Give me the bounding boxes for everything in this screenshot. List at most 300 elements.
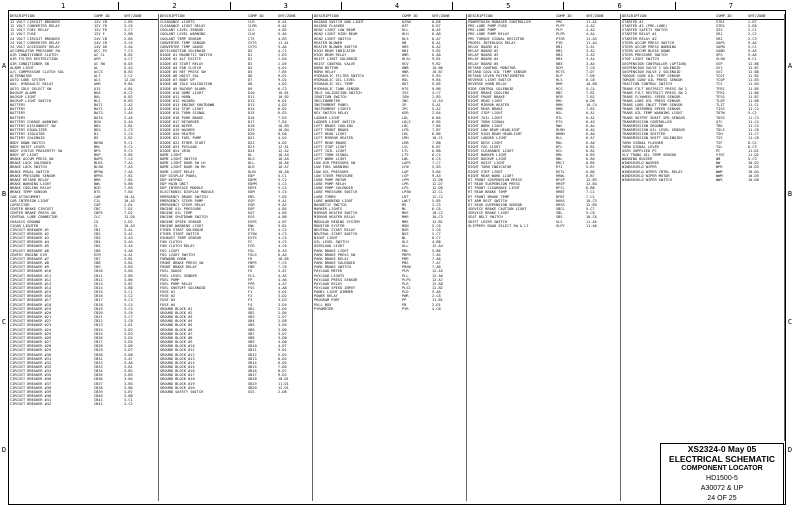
component-description: BACKUP LIGHT xyxy=(10,94,36,99)
component-sheet-zone: 3-B8 xyxy=(124,286,133,290)
component-id: D15 xyxy=(248,111,255,116)
component-description: WINDSHIELD WIPER MOTOR xyxy=(622,173,670,178)
component-sheet-zone: 2-D5 xyxy=(278,61,287,66)
component-sheet-zone: 3-D3 xyxy=(278,298,287,303)
component-description: LOW FUEL WARNING xyxy=(314,165,349,170)
component-id: TMG xyxy=(716,123,723,128)
component-sheet-zone: 12-B8 xyxy=(748,69,759,74)
component-description: VLV TRANS OIL TEMP SENSOR xyxy=(622,153,677,157)
component-description: COOLANT TEMP SENSOR xyxy=(160,36,202,41)
component-description: DIODE #21 FUEL PUMP xyxy=(160,136,202,141)
component-id: FBR xyxy=(248,265,255,270)
component-sheet-zone: 3-C1 xyxy=(124,398,133,403)
zone-5: 5 xyxy=(453,2,564,11)
component-description: REVERSE LIGHT SWITCH xyxy=(468,78,512,83)
component-sheet-zone: 9-D3 xyxy=(278,373,287,378)
component-description: AUX. HYDRAULIC RELAY xyxy=(10,82,54,87)
component-id: D4 xyxy=(248,65,253,70)
component-sheet-zone: 11-B4 xyxy=(748,82,759,87)
component-description: LUBE PUMP MOTOR xyxy=(314,177,347,182)
component-sheet-zone: 4-A3 xyxy=(586,28,595,33)
component-description: A/C COMPRESSOR CLUTCH SOL xyxy=(10,69,65,74)
component-description: DIODE #2 ALT EXCITE xyxy=(160,57,202,62)
component-description: BRAKE WARNING LIGHT xyxy=(10,182,52,187)
component-description: POWER RELAY xyxy=(314,294,338,299)
component-sheet-zone: 3-B4 xyxy=(124,377,133,382)
component-id: 12V CB xyxy=(94,20,107,24)
component-id: BS xyxy=(94,136,99,141)
component-column-2 xyxy=(160,14,313,501)
component-id: D22 xyxy=(248,140,255,145)
component-sheet-zone: 6-D7 xyxy=(432,24,441,29)
component-sheet-zone: 6-D8 xyxy=(586,98,595,103)
component-sheet-zone: 3-D4 xyxy=(278,302,287,307)
component-sheet-zone: 2-B4 xyxy=(432,111,441,116)
component-sheet-zone: 9-B5 xyxy=(432,82,441,87)
component-sheet-zone: 12-A8 xyxy=(432,281,443,286)
component-id: CB24 xyxy=(94,327,103,332)
component-description: HYDRAULIC OIL TEMP xyxy=(314,82,353,87)
component-id: GB13 xyxy=(248,356,257,361)
component-id: FP xyxy=(248,277,253,282)
component-sheet-zone: 3-B6 xyxy=(124,385,133,390)
component-id: EOT xyxy=(248,211,255,216)
component-description: RIGHT STOP LIGHT xyxy=(468,111,503,116)
component-sheet-zone: 7-B1 xyxy=(124,173,133,178)
component-sheet-zone: 9-C3 xyxy=(124,148,133,153)
component-description: CIRCUIT BREAKER #12 xyxy=(10,277,52,282)
component-description: FUEL PUMP xyxy=(160,277,180,282)
component-description: BATTERY DISCONNECT SW xyxy=(10,123,56,128)
component-sheet-zone: 5-A7 xyxy=(278,269,287,274)
component-sheet-zone: 10-D5 xyxy=(748,173,759,178)
component-sheet-zone: 2-C3 xyxy=(124,128,133,133)
component-description: CIRCUIT BREAKER #13 xyxy=(10,281,52,286)
component-id: 24V CB xyxy=(94,36,107,41)
component-sheet-zone: 3-D5 xyxy=(278,323,287,328)
component-sheet-zone: 4-D5 xyxy=(278,140,287,145)
component-id: F2 xyxy=(248,294,253,299)
component-id: CB18 xyxy=(94,302,103,307)
component-description: DOME LIGHT SWITCH xyxy=(160,157,197,162)
component-id: CB19 xyxy=(94,306,103,311)
component-id: D16 xyxy=(248,115,255,120)
component-description: STARTER RELAY #2 xyxy=(622,36,657,41)
component-description: RIGHT MIRROR HEATER xyxy=(468,103,510,108)
component-sheet-zone: 3-C3 xyxy=(124,298,133,303)
component-description: PYROMETER xyxy=(314,306,334,311)
component-sheet-zone: 6-A5 xyxy=(586,128,595,133)
header-description: DESCRIPTION xyxy=(10,14,35,18)
component-sheet-zone: 7-D8 xyxy=(586,74,595,79)
header-sheet-zone: SHT/ZONE xyxy=(124,14,142,18)
component-id: PLPS xyxy=(402,277,411,282)
component-description: TORQUE CONV OIL PRESS SENSOR xyxy=(622,78,683,83)
component-description: RT REAR SUSPENSION PRESS xyxy=(468,182,520,187)
component-id: SV1 xyxy=(716,65,723,70)
component-description: TRANS FILT RESTRICT PRESS SW 1 xyxy=(622,86,687,91)
serial-range: A30072 & UP xyxy=(700,485,744,492)
component-description: LEFT TAIL LIGHT xyxy=(314,148,347,153)
component-description: PAYLOAD PRESS SENSOR xyxy=(314,277,358,282)
component-sheet-zone: 6-C3 xyxy=(748,144,757,149)
component-sheet-zone: 6-B6 xyxy=(432,132,441,137)
component-sheet-zone: 11-C3 xyxy=(748,115,759,120)
component-id: GB3 xyxy=(248,315,255,320)
component-id: CIL xyxy=(94,198,101,203)
component-description: NIGHT LIGHT xyxy=(314,236,338,241)
component-id: HOL xyxy=(402,78,409,83)
component-description: GROUND BLOCK #16 xyxy=(160,369,195,374)
component-description: LUBE PUMP RELAY xyxy=(314,182,347,187)
component-id: F3 xyxy=(248,298,253,303)
component-id: SLPY xyxy=(556,223,565,228)
component-sheet-zone: 3-B5 xyxy=(124,381,133,386)
component-sheet-zone: 11-D1 xyxy=(748,148,759,153)
component-description: CONVERTER TEMP SENSOR xyxy=(160,40,206,45)
component-id: TSF xyxy=(716,140,723,145)
component-sheet-zone: 8-D6 xyxy=(278,132,287,137)
component-description: ENGINE OIL TEMP xyxy=(160,211,193,216)
component-id: HOT xyxy=(402,82,409,87)
component-id: CB11 xyxy=(94,273,103,278)
component-description: DOME LIGHT xyxy=(160,153,182,157)
component-sheet-zone: 12-A5 xyxy=(432,269,443,274)
component-sheet-zone: 3-A6 xyxy=(124,248,133,253)
component-sheet-zone: 4-C4 xyxy=(278,236,287,241)
component-id: RTI xyxy=(556,165,563,170)
component-description: CAB INTERIOR LIGHT xyxy=(10,198,49,203)
component-description: CIRCUIT BREAKER #39 xyxy=(10,389,52,394)
component-id: PBS xyxy=(402,261,409,266)
component-id: STR1 xyxy=(716,20,725,24)
component-description: LOW OIL PRESSURE xyxy=(314,169,349,174)
component-description: MARKER LIGHTS xyxy=(314,207,343,212)
component-id: 24V CR xyxy=(94,40,107,45)
component-description: HEATER BLOWER SWITCH xyxy=(314,44,358,49)
component-sheet-zone: 7-C6 xyxy=(278,265,287,270)
component-sheet-zone: 3-D7 xyxy=(278,331,287,336)
component-column-5 xyxy=(622,14,785,441)
component-description: HEAD LIGHT SWITCH xyxy=(314,36,351,41)
component-id: BAT1 xyxy=(94,103,103,108)
component-id: CB3 xyxy=(94,236,101,241)
component-sheet-zone: 2-A4 xyxy=(124,111,133,116)
component-id: GB14 xyxy=(248,360,257,365)
component-id: D17 xyxy=(248,119,255,124)
component-description: CIGAR LIGHTER xyxy=(10,223,39,228)
component-id: RMH xyxy=(556,103,563,108)
component-sheet-zone: 4-C3 xyxy=(278,231,287,236)
component-id: GB15 xyxy=(248,364,257,369)
component-description: EDP KEYPAD xyxy=(160,177,182,182)
component-id: NL xyxy=(402,236,407,241)
component-description: CENTRY ENGINE ECM xyxy=(10,252,47,257)
component-description: DOME LIGHT DOOR SW LH xyxy=(160,161,206,166)
component-sheet-zone: 7-A3 xyxy=(124,165,133,170)
zone-3: 3 xyxy=(231,2,342,11)
component-description: RIGHT DECK LIGHT xyxy=(468,140,503,145)
component-sheet-zone: 3-A1 xyxy=(586,44,595,49)
component-sheet-zone: 5-B3 xyxy=(432,165,441,170)
component-id: RCS xyxy=(556,86,563,91)
component-description: HAZARD FLASHER xyxy=(314,24,345,29)
component-id: RML xyxy=(556,153,563,157)
component-sheet-zone: 4-C7 xyxy=(124,57,133,62)
component-sheet-zone: 3-A4 xyxy=(586,57,595,62)
component-sheet-zone: 6-B5 xyxy=(432,119,441,124)
component-id: CB41 xyxy=(94,398,103,403)
component-description: BRAKE LOCK SOLENOID xyxy=(10,161,52,166)
header-sheet-zone: SHT/ZONE xyxy=(278,14,296,18)
component-sheet-zone: 3-C2 xyxy=(124,294,133,299)
component-id: PB xyxy=(402,302,407,307)
component-description: CENTER BRAKE PRESS SW xyxy=(10,211,56,216)
model-number: HD1500-5 xyxy=(706,475,738,482)
component-description: DIODE #15 TURN SIGNAL xyxy=(160,111,206,116)
component-description: 24 VOLT CONVERTER RELAY xyxy=(10,40,60,45)
component-id: CB34 xyxy=(94,369,103,374)
component-description: BRAKE COOLING RELAY xyxy=(10,186,52,191)
component-sheet-zone: 5-A4 xyxy=(124,119,133,124)
component-id: GB6 xyxy=(248,327,255,332)
component-id: RLBH xyxy=(556,128,565,133)
component-id: EDM xyxy=(248,190,255,195)
component-sheet-zone: 3-B8 xyxy=(124,394,133,399)
component-id: CVTG xyxy=(248,44,257,49)
component-description: STEER ACCUM BLEED DOWN xyxy=(622,49,670,54)
component-description: FUSE #4 xyxy=(160,302,176,307)
component-id: EXTS xyxy=(248,236,257,241)
component-id: RB5 xyxy=(556,61,563,66)
component-sheet-zone: 4-A5 xyxy=(278,273,287,278)
component-id: CB23 xyxy=(94,323,103,328)
row-marker-d-right: D xyxy=(787,446,793,454)
component-description: BATTERY SOLENOID xyxy=(10,136,45,141)
component-id: D2 xyxy=(248,57,253,62)
component-id: LFB xyxy=(402,128,409,133)
component-id: D21 xyxy=(248,136,255,141)
component-sheet-zone: 11-A2 xyxy=(586,20,597,24)
component-id: PBPS xyxy=(402,252,411,257)
component-sheet-zone: 12-B1 xyxy=(432,219,443,224)
component-sheet-zone: 7-A6 xyxy=(432,256,441,261)
component-description: RELAY BOARD #2 xyxy=(468,49,499,54)
component-sheet-zone: 4-B7 xyxy=(278,219,287,224)
component-id: LHL xyxy=(402,132,409,137)
component-sheet-zone: 7-B5 xyxy=(278,69,287,74)
component-sheet-zone: 5-C7 xyxy=(586,207,595,212)
component-id: CB17 xyxy=(94,298,103,303)
component-id: RTL xyxy=(556,115,563,120)
component-sheet-zone: 10-D6 xyxy=(748,177,759,182)
component-description: CIRCUIT BREAKER #21 xyxy=(10,315,52,320)
component-description: LEFT FRONT BRAKE xyxy=(314,128,349,133)
component-sheet-zone: 5-C1 xyxy=(748,44,757,49)
component-id: BTS xyxy=(94,190,101,195)
component-sheet-zone: 4-D4 xyxy=(278,136,287,141)
component-description: BATTERY xyxy=(10,107,26,112)
component-description: STOP LIGHT SWITCH xyxy=(622,57,659,62)
component-id: PIR xyxy=(556,40,563,45)
component-id: SSP xyxy=(716,61,723,66)
component-sheet-zone: 2-C5 xyxy=(432,202,441,207)
component-sheet-zone: 5-C3 xyxy=(748,157,757,162)
component-id: RFSP xyxy=(556,177,565,182)
component-description: CIRCUIT BREAKER #27 xyxy=(10,340,52,345)
component-id: CBPS xyxy=(94,211,103,216)
component-description: EDP MAIN UNIT xyxy=(160,182,189,187)
component-id: SBCL xyxy=(556,207,565,212)
component-id: PLPR xyxy=(556,32,565,37)
zone-1: 1 xyxy=(8,2,119,11)
component-sheet-zone: 3-C7 xyxy=(124,315,133,320)
component-description: RIGHT TURN SIGNAL xyxy=(468,119,505,124)
component-sheet-zone: 3-A1 xyxy=(124,227,133,232)
component-description: GROUND BLOCK #11 xyxy=(160,348,195,353)
component-description: CIRCUIT BREAKER #20 xyxy=(10,310,52,315)
component-description: GROUND BLOCK #10 xyxy=(160,344,195,349)
row-marker-b: B xyxy=(1,190,7,198)
component-sheet-zone: 2-C2 xyxy=(124,74,133,79)
component-id: WWS xyxy=(716,177,723,182)
component-id: EDPI xyxy=(248,186,257,191)
component-id: LWL xyxy=(402,157,409,162)
component-description: RT ARM REST SWITCH xyxy=(468,198,507,203)
component-sheet-zone: 7-B4 xyxy=(124,190,133,195)
component-id: FSS xyxy=(248,286,255,290)
component-sheet-zone: 3-C6 xyxy=(124,310,133,315)
component-sheet-zone: 5-D1 xyxy=(278,348,287,353)
component-description: FOG LIGHT SWITCH xyxy=(160,252,195,257)
component-id: D24 xyxy=(248,148,255,153)
component-sheet-zone: 10-C6 xyxy=(586,215,597,220)
component-sheet-zone: 9-B6 xyxy=(432,86,441,91)
component-id: CLW xyxy=(248,32,255,37)
component-sheet-zone: 9-A2 xyxy=(278,202,287,207)
component-sheet-zone: 6-B8 xyxy=(432,148,441,153)
component-description: CIRCUIT BREAKER #35 xyxy=(10,373,52,378)
component-description: CIRCUIT BREAKER #33 xyxy=(10,364,52,369)
component-description: TRACTION CONTROL SWITCH xyxy=(622,82,672,87)
component-sheet-zone: 4-B6 xyxy=(278,215,287,220)
component-sheet-zone: 10-B3 xyxy=(278,123,289,128)
component-id: HLL xyxy=(402,28,409,33)
component-sheet-zone: 9-B4 xyxy=(124,82,133,87)
component-id: TISS xyxy=(716,107,725,112)
component-sheet-zone: 5-B5 xyxy=(432,198,441,203)
component-description: PAYLOAD LIGHTS xyxy=(314,273,345,278)
component-id: PWR xyxy=(402,294,409,299)
component-description: CIRCUIT BREAKER #9 xyxy=(10,265,49,270)
component-description: CIRCUIT BREAKER #17 xyxy=(10,298,52,303)
component-sheet-zone: 3-C7 xyxy=(124,28,133,33)
component-id: INC xyxy=(402,98,409,103)
component-sheet-zone: 2-D4 xyxy=(278,57,287,62)
component-sheet-zone: 6-B3 xyxy=(124,98,133,103)
component-id: ESPS xyxy=(248,219,257,224)
component-description: SLIPPERY ROAD SELECT SW & LT xyxy=(468,223,529,228)
component-description: ETHER START SOLENOID xyxy=(160,227,204,232)
component-id: HBI xyxy=(402,49,409,54)
component-id: BI xyxy=(94,132,99,137)
component-description: CIRCUIT BREAKER #7 xyxy=(10,256,49,261)
component-id: D7 xyxy=(248,78,253,83)
component-id: CL xyxy=(94,223,99,228)
component-id: CB29 xyxy=(94,348,103,353)
component-description: 24 VOLT ACCESSORY RELAY xyxy=(10,44,60,49)
component-sheet-zone: 11-B3 xyxy=(748,78,759,83)
component-id: LBT xyxy=(402,194,409,199)
component-id: ML xyxy=(402,207,407,212)
component-id: ETS xyxy=(248,227,255,232)
component-id: D12 xyxy=(248,98,255,103)
component-description: HIGH BEAM RELAY xyxy=(314,53,347,58)
component-sheet-zone: 12-D8 xyxy=(432,186,443,191)
component-description: TURN SIGNAL LEVER xyxy=(622,144,659,149)
component-id: TCOP xyxy=(716,78,725,83)
component-description: DIODE #5 RET PRESS SW xyxy=(160,69,206,74)
component-description: GROUND SAFETY SWITCH xyxy=(160,389,204,394)
component-description: HORN RELAY xyxy=(314,69,336,74)
component-sheet-zone: 10-B1 xyxy=(278,90,289,95)
component-description: 12 VOLT FUSE xyxy=(10,32,36,37)
row-marker-c: C xyxy=(1,318,7,326)
component-sheet-zone: 7-B3 xyxy=(586,107,595,112)
component-id: WB xyxy=(716,157,721,162)
component-id: SV2 xyxy=(716,69,723,74)
component-id: EOP xyxy=(248,207,255,212)
component-description: CONVERTER TEMP GAUGE xyxy=(160,44,204,49)
component-description: LUBE PUMP SOLENOID xyxy=(314,186,353,191)
component-sheet-zone: 6-B7 xyxy=(586,173,595,178)
component-sheet-zone: 10-A5 xyxy=(278,157,289,162)
component-id: CB7 xyxy=(94,256,101,261)
component-id: CB35 xyxy=(94,373,103,378)
component-description: TRANSMISSION SHIFTER xyxy=(622,132,666,137)
component-id: ALS xyxy=(94,78,101,83)
component-description: CIRCUIT BREAKER #2 xyxy=(10,231,49,236)
component-id: GB19 xyxy=(248,381,257,386)
drawing-title: ELECTRICAL SCHEMATIC xyxy=(669,454,775,464)
component-sheet-zone: 7-C4 xyxy=(124,157,133,162)
component-sheet-zone: 6-C2 xyxy=(748,140,757,145)
component-id: VTOT xyxy=(716,153,725,157)
component-sheet-zone: 3-B3 xyxy=(124,373,133,378)
component-sheet-zone: 10-A3 xyxy=(124,223,135,228)
component-id: RARS xyxy=(556,198,565,203)
component-id: BLS xyxy=(94,98,101,103)
component-id: RBC xyxy=(556,90,563,95)
component-description: GROUND BLOCK #3 xyxy=(160,315,193,320)
component-id: RB4 xyxy=(556,57,563,62)
component-sheet-zone: 3-B1 xyxy=(124,364,133,369)
component-sheet-zone: 4-C6 xyxy=(278,244,287,249)
component-id: PLM xyxy=(402,269,409,274)
component-sheet-zone: 7-C7 xyxy=(432,161,441,166)
component-sheet-zone: 2-C7 xyxy=(432,231,441,236)
component-id: RFL xyxy=(556,144,563,149)
component-sheet-zone: 2-A2 xyxy=(124,103,133,108)
component-sheet-zone: 4-D3 xyxy=(278,103,287,108)
component-id: D8 xyxy=(248,82,253,87)
component-description: STEER ACCUM PRESS SWITCH xyxy=(622,40,674,45)
component-sheet-zone: 5-C2 xyxy=(278,177,287,182)
component-sheet-zone: 7-C3 xyxy=(124,49,133,54)
component-id: CB10 xyxy=(94,269,103,274)
component-sheet-zone: 3-D2 xyxy=(278,294,287,299)
component-id: AIS xyxy=(94,86,101,91)
